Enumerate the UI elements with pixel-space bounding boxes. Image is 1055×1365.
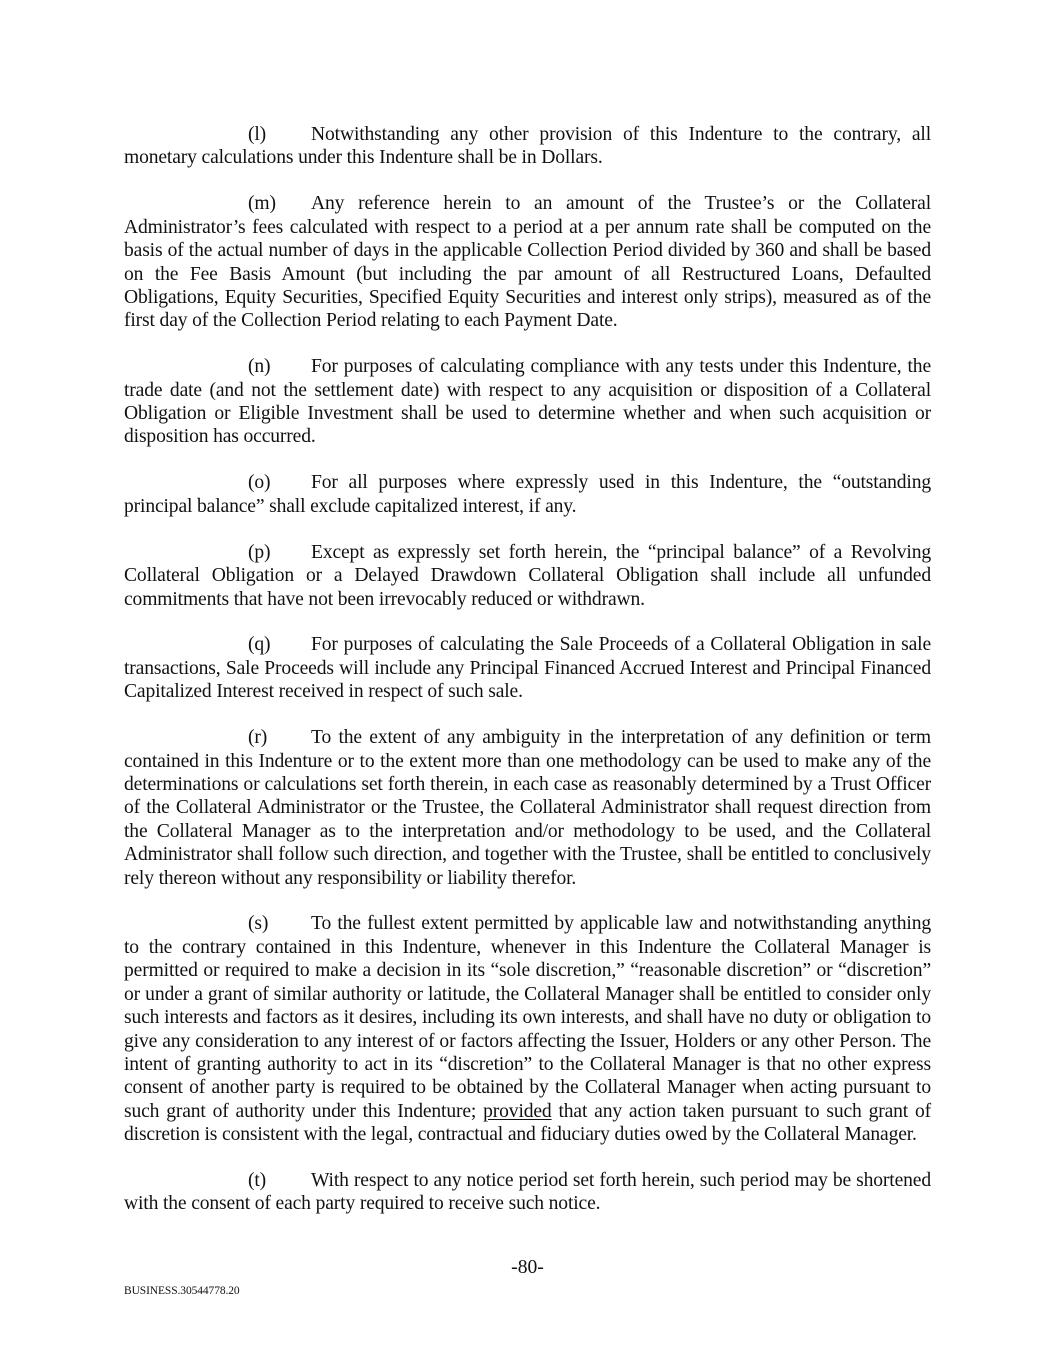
paragraph-label: (n) [248, 356, 271, 378]
document-id: BUSINESS.30544778.20 [124, 1285, 240, 1297]
paragraph-r [124, 726, 931, 890]
paragraph-t [124, 1169, 931, 1216]
paragraph-label: (r) [248, 727, 268, 749]
paragraph-l [124, 123, 931, 170]
paragraph-label: (p) [248, 541, 271, 563]
paragraph-n [124, 355, 931, 449]
paragraph-text: For purposes of calculating the Sale Proceeds of a Collateral Obligation in sale transactions, Sale Proceeds will include any Principal Financed Accrued Interest and Principal Financed Capitalized Interest received in respect of such sale. [124, 634, 931, 703]
paragraph-text: Any reference herein to an amount of the Trustee’s or the Collateral Administrator’s fees calculated with respect to a period at a per annum rate shall be computed on the basis of the actual number of days in the applicable Collection Period divided by 360 and shall be based on the Fee Basis Amount (but including the par amount of all Restructured Loans, Defaulted Obligations, Equity Securities, Specified Equity Securities and interest only strips), measured as of the first day of the Collection Period relating to each Payment Date. [124, 193, 931, 332]
paragraph-text: For all purposes where expressly used in this Indenture, the “outstanding principal balance” shall exclude capitalized interest, if any. [124, 472, 931, 517]
paragraph-text: With respect to any notice period set forth herein, such period may be shortened with the consent of each party required to receive such notice. [124, 1170, 931, 1215]
paragraph-s [124, 912, 931, 1146]
document-body [124, 123, 931, 1238]
paragraph-text: For purposes of calculating compliance with any tests under this Indenture, the trade date (and not the settlement date) with respect to any acquisition or disposition of a Collateral Obligation or Eligible Investment shall be used to determine whether and when such acquisition or disposition has occurred. [124, 356, 931, 448]
page-number: -80- [511, 1257, 544, 1278]
paragraph-m [124, 192, 931, 332]
paragraph-text: Notwithstanding any other provision of this Indenture to the contrary, all monetary calculations under this Indenture shall be in Dollars. [124, 124, 931, 169]
paragraph-label: (m) [248, 193, 276, 215]
paragraph-label: (t) [248, 1170, 267, 1192]
paragraph-q [124, 633, 931, 703]
paragraph-p [124, 541, 931, 611]
paragraph-label: (s) [248, 913, 269, 935]
paragraph-o [124, 471, 931, 518]
paragraph-text: To the extent of any ambiguity in the interpretation of any definition or term contained in this Indenture or to the extent more than one methodology can be used to make any of the determinations or calculations set forth therein, in each case as reasonably determined by a Trust Officer of the Collateral Administrator or the Trustee, the Collateral Administrator shall request direction from the Collateral Manager as to the interpretation and/or methodology to be used, and the Collateral Administrator shall follow such direction, and together with the Trustee, shall be entitled to conclusively rely thereon without any responsibility or liability therefor. [124, 727, 931, 889]
underlined-term-provided: provided [483, 1100, 552, 1122]
paragraph-label: (q) [248, 634, 271, 656]
paragraph-label: (o) [248, 472, 271, 494]
paragraph-text: Except as expressly set forth herein, the “principal balance” of a Revolving Collateral Obligation or a Delayed Drawdown Collateral Obligation shall include all unfunded commitments that have not been irrevocably reduced or withdrawn. [124, 541, 931, 610]
paragraph-label: (l) [248, 124, 267, 145]
paragraph-text-continued: that any action taken pursuant to such grant of discretion is consistent with the legal, contractual and fiduciary duties owed by the Collateral Manager. [124, 1100, 932, 1146]
paragraph-text: To the fullest extent permitted by applicable law and notwithstanding anything to the contrary contained in this Indenture, whenever in this Indenture the Collateral Manager is permitted or required to make a decision in its “sole discretion,” “reasonable discretion” or “discretion” or under a grant of similar authority or latitude, the Collateral Manager shall be entitled to consider only such interests and factors as it desires, including its own interests, and shall have no duty or obligation to give any consideration to any interest of or factors affecting the Issuer, Holders or any other Person. The intent of granting authority to act in its “discretion” to the Collateral Manager is that no other express consent of another party is required to be obtained by the Collateral Manager when acting pursuant to such grant of authority under this Indenture; [124, 913, 931, 1122]
